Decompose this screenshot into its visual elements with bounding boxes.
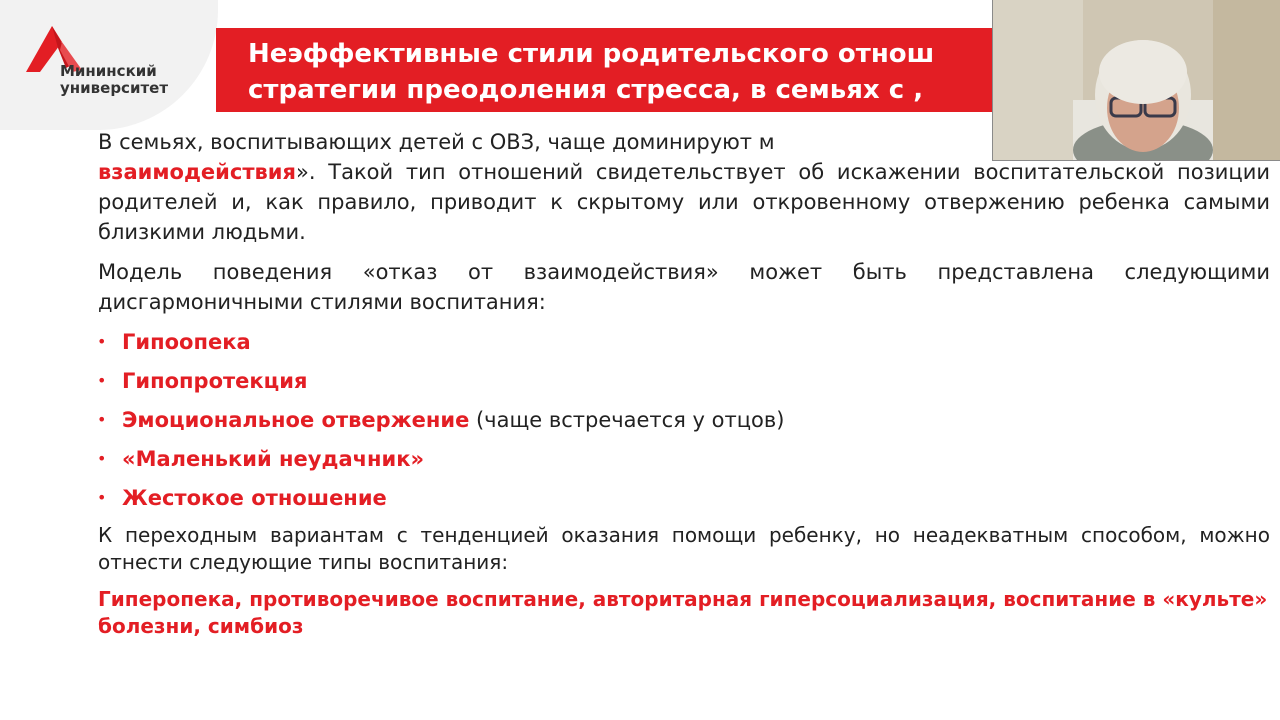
list-item — [98, 405, 1270, 444]
bullet-icon: • — [97, 449, 107, 468]
list-item-term: Эмоциональное отвержение — [122, 408, 470, 432]
list-item-term: «Маленький неудачник» — [122, 447, 425, 471]
list-item-term: Жестокое отношение — [122, 486, 387, 510]
paragraph-intro-end: ». Такой тип отношений свидетельствует об искажении воспитательской позиции родителей и, как правило, приводит к скрытому или откровенному отвержению ребенка самыми близкими людьми. — [98, 160, 1270, 244]
list-item — [98, 327, 1270, 366]
bullet-icon: • — [97, 488, 107, 507]
list-item — [98, 366, 1270, 405]
paragraph-intro-highlight: взаимодействия — [98, 160, 296, 184]
paragraph-model: Модель поведения «отказ от взаимодействия» может быть представлена следующими дисгармоничными стилями воспитания: — [98, 260, 1270, 314]
logo-line-1: Мининский — [60, 62, 157, 80]
list-item-term: Гипоопека — [122, 330, 251, 354]
paragraph-transitional: К переходным вариантам с тенденцией оказания помощи ребенку, но неадекватным способом, можно отнести следующие типы воспитания: — [98, 523, 1270, 574]
list-item — [98, 483, 1270, 522]
slide-content — [98, 127, 1270, 650]
paragraph-transitional-types: Гиперопека, противоречивое воспитание, авторитарная гиперсоциализация, воспитание в «культе» болезни, симбиоз — [98, 587, 1268, 638]
paragraph-intro-start: В семьях, воспитывающих детей с ОВЗ, чаще доминируют м — [98, 130, 775, 154]
slide-title-line-1: Неэффективные стили родительского отнош — [248, 39, 935, 69]
list-item-note: (чаще встречается у отцов) — [469, 408, 785, 432]
list-item-term: Гипопротекция — [122, 369, 308, 393]
list-item — [98, 444, 1270, 483]
paragraph-intro — [98, 127, 1270, 247]
university-logo-text — [60, 63, 168, 97]
bullet-icon: • — [97, 371, 107, 390]
logo-line-2: университет — [60, 79, 169, 97]
styles-list — [98, 327, 1270, 522]
bullet-icon: • — [97, 410, 107, 429]
slide-title-line-2: стратегии преодоления стресса, в семьях с , — [248, 75, 924, 105]
bullet-icon: • — [97, 332, 107, 351]
